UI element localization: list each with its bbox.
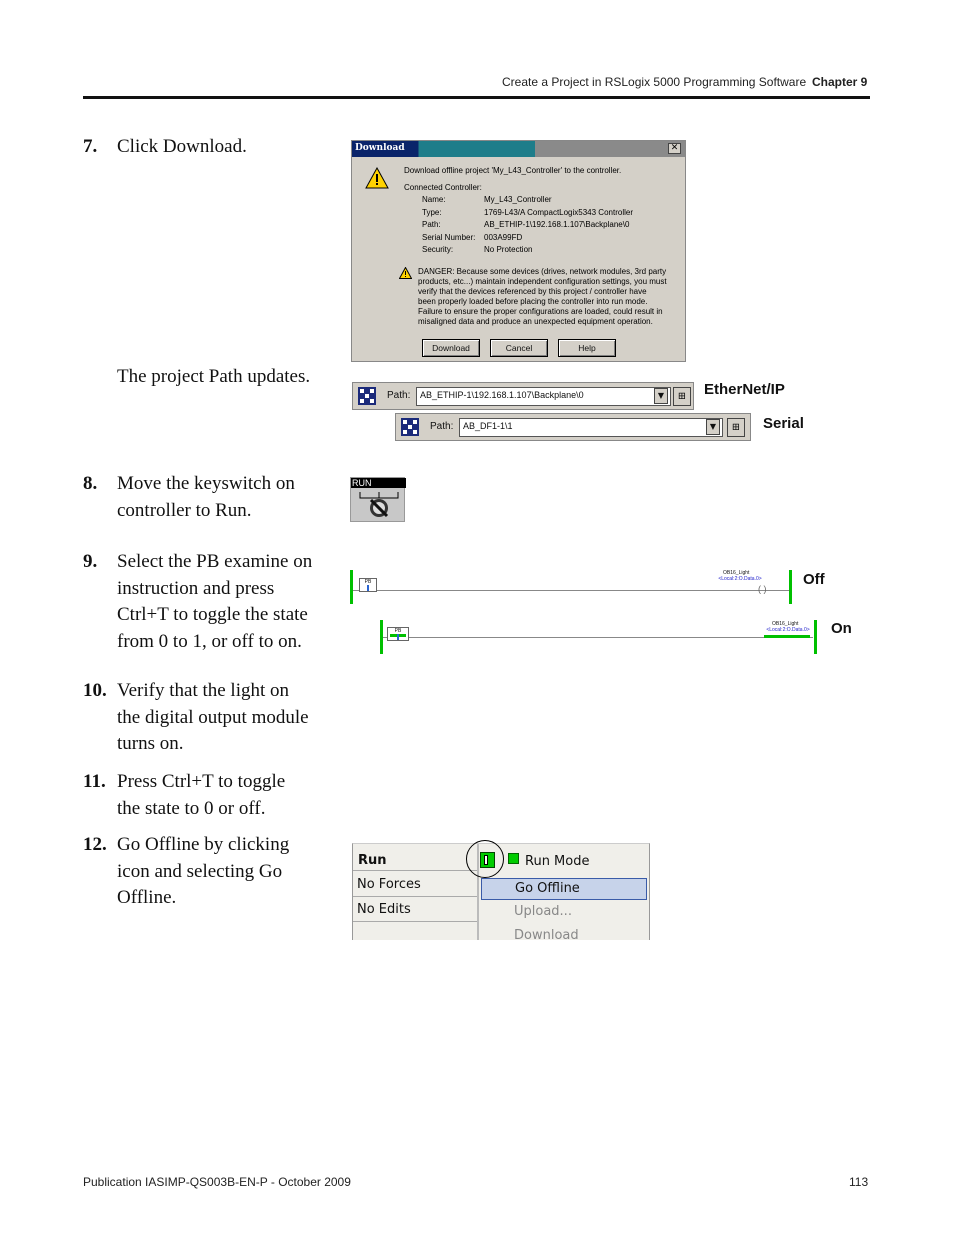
path-label: Path: <box>387 390 411 401</box>
key-icon <box>356 488 402 522</box>
serial-label: Serial <box>763 415 804 432</box>
run-mode-label: Run Mode <box>525 854 590 869</box>
tag-name: OB16_Light <box>772 621 799 627</box>
step-10 <box>83 678 343 758</box>
keyswitch[interactable] <box>350 477 405 522</box>
run-mode-indicator <box>508 853 519 864</box>
serial-path-bar <box>395 413 751 441</box>
field-value: AB_ETHIP-1\192.168.1.107\Backplane\0 <box>484 220 630 229</box>
tag-address: <Local:2:O.Data.0> <box>766 627 810 633</box>
path-note: The project Path updates. <box>117 366 311 387</box>
warning-icon <box>365 167 389 189</box>
browse-network-icon[interactable]: ⊞ <box>673 387 691 406</box>
energized-coil[interactable] <box>764 635 810 638</box>
step-text: Press Ctrl+T to toggle the state to 0 or off. <box>117 771 286 819</box>
step-8 <box>83 471 343 525</box>
step-text: Verify that the light on the digital output module turns on. <box>117 680 309 754</box>
chapter-label: Chapter 9 <box>812 75 868 89</box>
step-7 <box>83 134 343 164</box>
download-button[interactable]: Download <box>422 339 480 357</box>
step-number: 8. <box>83 473 98 494</box>
path-label: Path: <box>430 421 454 432</box>
help-button[interactable]: Help <box>558 339 616 357</box>
path-input[interactable]: AB_DF1-1\1 <box>459 418 723 437</box>
field-value: My_L43_Controller <box>484 195 552 204</box>
output-coil[interactable]: ( ) <box>758 584 767 594</box>
step-text: Select the PB examine on instruction and press Ctrl+T to toggle the state from 0 to 1, or off to on. <box>117 551 313 652</box>
ladder-rung-off <box>350 565 800 605</box>
right-rail <box>814 620 817 654</box>
menu-item-go-offline[interactable]: Go Offline <box>481 878 647 900</box>
close-icon[interactable]: ✕ <box>668 143 681 154</box>
network-icon <box>400 417 420 437</box>
download-dialog <box>351 140 686 362</box>
field-label: Type: <box>422 207 442 217</box>
connected-label: Connected Controller: <box>404 183 482 192</box>
step-number: 11. <box>83 771 106 792</box>
right-rail <box>789 570 792 604</box>
publication-footer: Publication IASIMP-QS003B-EN-P - October 2009 <box>83 1175 351 1189</box>
step-number: 7. <box>83 136 98 157</box>
danger-icon <box>399 267 412 279</box>
running-header-title: Create a Project in RSLogix 5000 Programming Software <box>502 75 807 89</box>
tag-name: OB16_Light <box>723 570 750 576</box>
keyswitch-label: RUN <box>351 478 406 488</box>
on-label: On <box>831 620 852 637</box>
field-value: 003A99FD <box>484 232 523 242</box>
step-text: Move the keyswitch on controller to Run. <box>117 473 295 521</box>
menu-item-upload[interactable]: Upload... <box>514 904 572 919</box>
chevron-down-icon[interactable]: ▼ <box>654 388 668 404</box>
highlight-circle <box>466 840 504 878</box>
browse-network-icon[interactable]: ⊞ <box>727 418 745 437</box>
network-icon <box>357 386 377 406</box>
step-number: 12. <box>83 834 107 855</box>
step-number: 10. <box>83 680 107 701</box>
field-label: Security: <box>422 245 454 254</box>
pb-examine-on[interactable]: PB <box>387 627 409 641</box>
step-text: Go Offline by clicking icon and selecting Go Offline. <box>117 834 290 908</box>
step-number: 9. <box>83 551 98 572</box>
tag-address: <Local:2:O.Data.0> <box>718 576 762 582</box>
page-number: 113 <box>849 1175 869 1189</box>
path-input[interactable]: AB_ETHIP-1\192.168.1.107\Backplane\0 <box>416 387 671 406</box>
field-value: 1769-L43/A CompactLogix5343 Controller <box>484 207 633 217</box>
status-run: Run <box>353 846 477 871</box>
dialog-message: Download offline project 'My_L43_Controller' to the controller. <box>404 166 622 175</box>
dialog-titlebar <box>352 141 685 157</box>
ladder-rung-on <box>380 614 820 656</box>
header-rule <box>83 96 870 99</box>
field-value: No Protection <box>484 245 533 254</box>
field-label: Name: <box>422 195 446 204</box>
pb-examine-on[interactable]: PB <box>359 578 377 592</box>
left-rail <box>350 570 353 604</box>
field-label: Path: <box>422 220 441 229</box>
rung-wire <box>383 637 813 638</box>
chevron-down-icon[interactable]: ▼ <box>706 419 720 435</box>
ethernet-label: EtherNet/IP <box>704 381 785 398</box>
step-12 <box>83 832 343 912</box>
step-11 <box>83 769 343 823</box>
controller-fields <box>422 195 682 258</box>
ethernet-path-bar <box>352 382 694 410</box>
cancel-button[interactable]: Cancel <box>490 339 548 357</box>
menu-item-download[interactable]: Download <box>514 928 579 940</box>
field-label: Serial Number: <box>422 232 476 242</box>
status-edits: No Edits <box>353 897 477 922</box>
step-text: Click Download. <box>117 136 247 157</box>
danger-text: DANGER: Because some devices (drives, network modules, 3rd party products, etc...) maintain independent configuration settings, you must verify that the devices referenced by this project / controller have been properly loaded before placing the controller into run mode. Failure to ensure the proper configurations are loaded, could result in misaligned data and produce an unexpected equipment operation. <box>418 267 667 326</box>
off-label: Off <box>803 571 825 588</box>
step-9 <box>83 549 343 657</box>
rung-wire <box>353 590 789 591</box>
dialog-title: Download <box>355 143 405 153</box>
status-forces: No Forces <box>353 872 477 897</box>
